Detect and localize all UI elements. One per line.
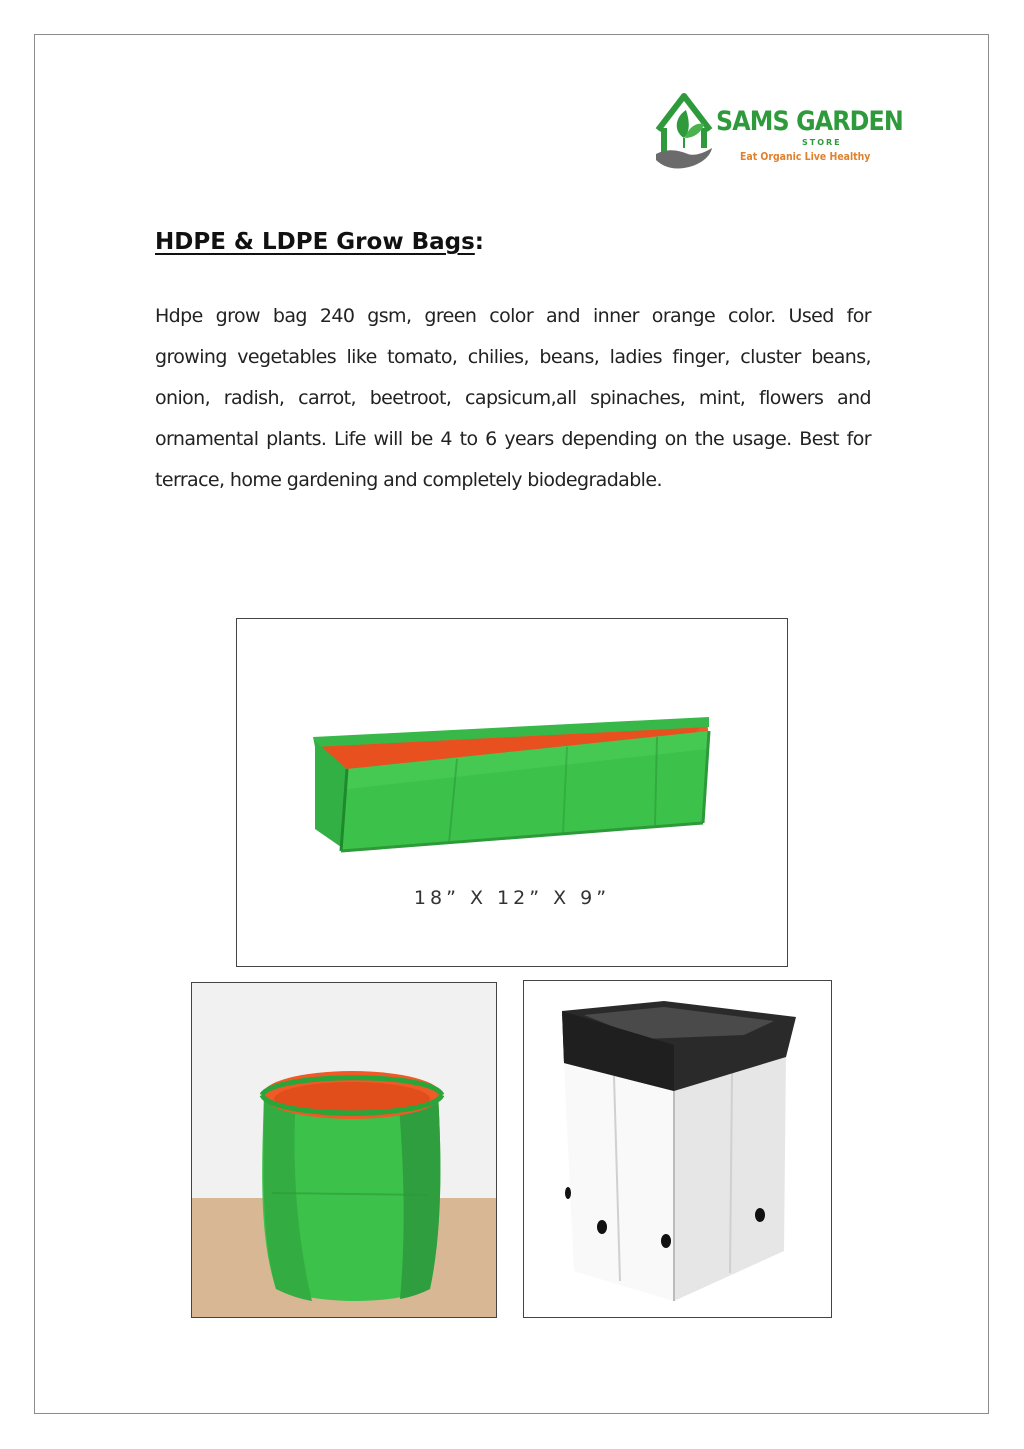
- ldpe-grow-bag-photo: [523, 980, 832, 1318]
- logo-name: SAMS GARDEN: [716, 106, 903, 137]
- description-line: growing vegetables like tomato, chilies, beans, ladies finger, cluster beans,: [155, 346, 871, 368]
- rectangular-grow-bag-photo: [236, 618, 788, 967]
- description-line: ornamental plants. Life will be 4 to 6 years depending on the usage. Best for: [155, 428, 871, 450]
- round-grow-bag-photo: [191, 982, 497, 1318]
- page-heading: [155, 229, 484, 255]
- description-line: Hdpe grow bag 240 gsm, green color and inner orange color. Used for: [155, 305, 871, 327]
- description-paragraph: [155, 296, 871, 501]
- bag-dimensions-label: 18” X 12” X 9”: [413, 887, 611, 909]
- description-line: terrace, home gardening and completely biodegradable.: [155, 469, 662, 491]
- heading-text: HDPE & LDPE Grow Bags: [155, 229, 475, 255]
- ldpe-grow-bag-image: [524, 981, 832, 1318]
- round-grow-bag-image: [192, 983, 497, 1318]
- rectangular-grow-bag-image: [237, 619, 788, 967]
- logo-subtitle: STORE: [802, 138, 842, 147]
- logo-tagline: Eat Organic Live Healthy: [740, 150, 871, 163]
- store-logo: [654, 88, 903, 174]
- heading-colon: :: [474, 229, 484, 255]
- description-line: onion, radish, carrot, beetroot, capsicum,all spinaches, mint, flowers and: [155, 387, 871, 409]
